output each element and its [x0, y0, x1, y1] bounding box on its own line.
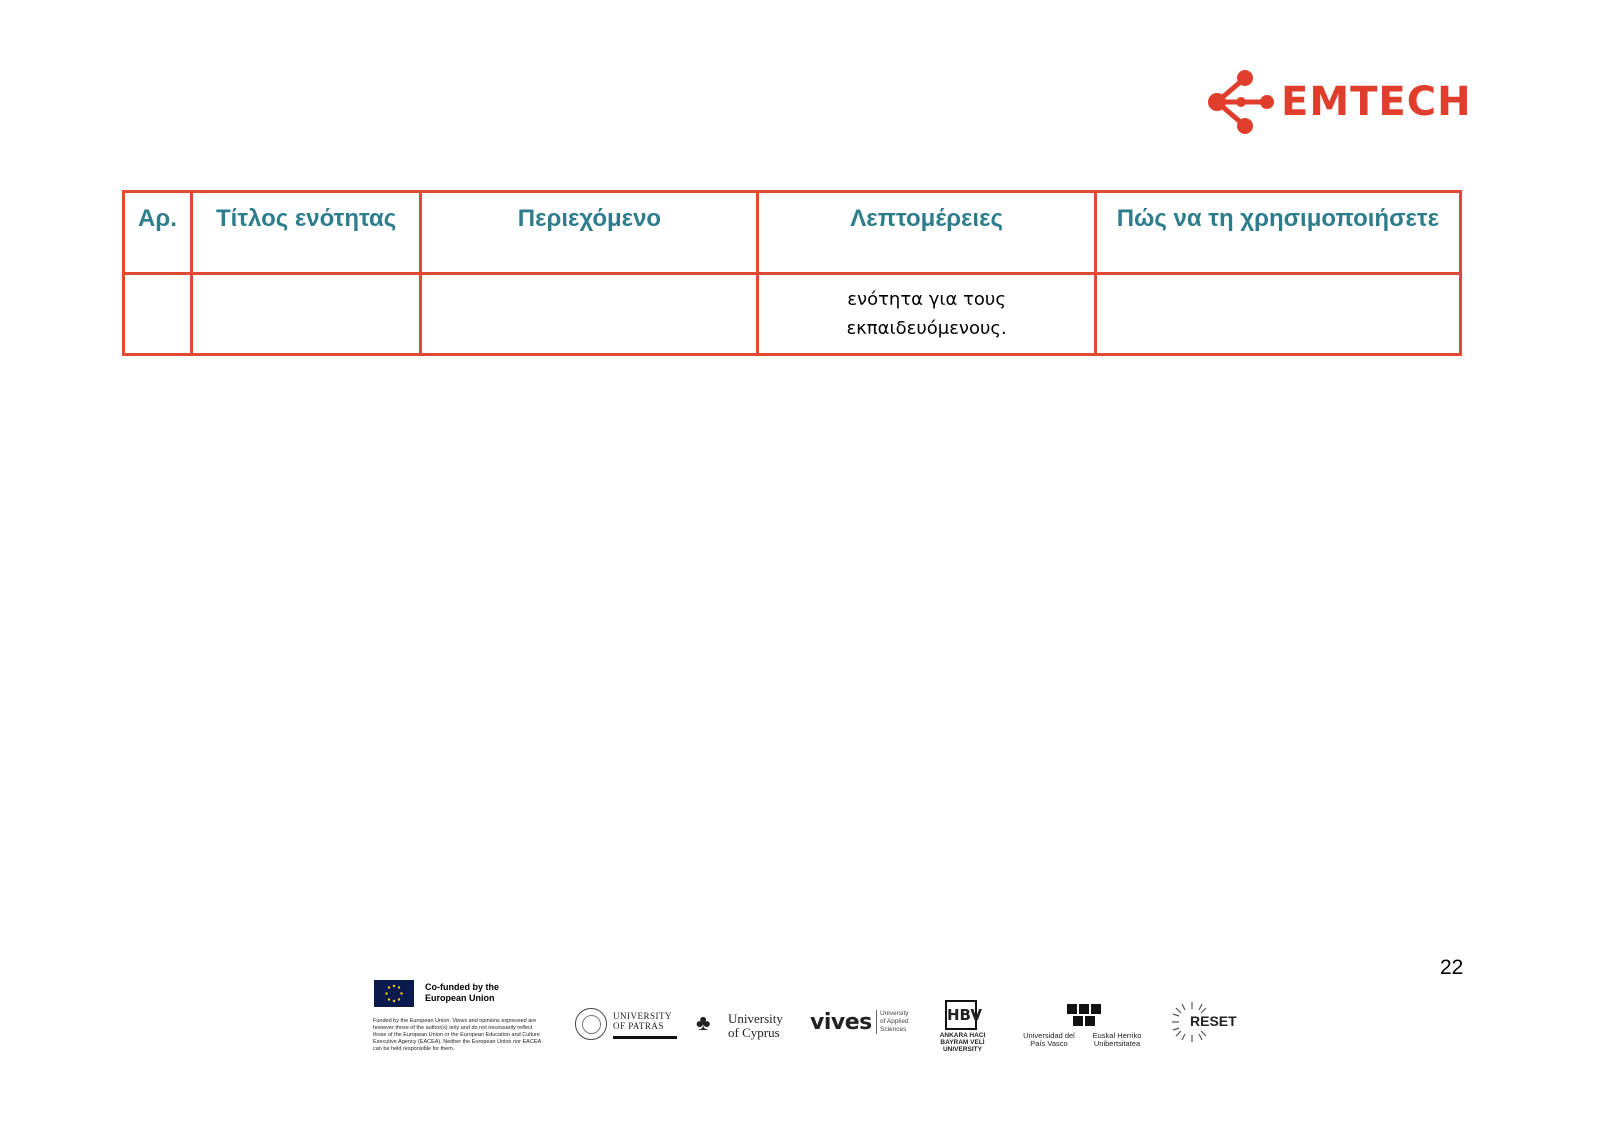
- cyprus-tree-icon: ♣: [696, 1010, 711, 1035]
- ehu-emblem-icon: [1065, 1000, 1103, 1030]
- ehu-basque-name: Euskal Herriko Unibertsitatea: [1092, 1031, 1142, 1048]
- cell-content: [421, 274, 758, 355]
- hbv-mark: HBV: [945, 1000, 977, 1030]
- table-row: [124, 274, 1461, 355]
- header-how-to-use: Πώς να τη χρησιμοποιήσετε: [1095, 192, 1460, 274]
- eu-flag-icon: [374, 980, 414, 1007]
- page-number: 22: [1440, 956, 1464, 979]
- hbv-caption: ANKARA HACI BAYRAM VELİ UNIVERSITY: [939, 1032, 986, 1053]
- patras-name: UNIVERSITY OF PATRAS: [613, 1011, 672, 1031]
- cell-number: [124, 274, 192, 355]
- eu-cofunded-label: Co-funded by the European Union: [425, 982, 499, 1003]
- header-details: Λεπτομέρειες: [758, 192, 1095, 274]
- patras-seal-icon: [575, 1008, 607, 1040]
- module-table: [122, 190, 1462, 356]
- reset-wordmark: RESET: [1190, 1013, 1237, 1029]
- cell-details: ενότητα για τους εκπαιδευόμενους.: [758, 274, 1095, 355]
- emtech-logo-text: EMTECH: [1281, 79, 1472, 125]
- funding-footer: [370, 978, 1250, 1068]
- eu-disclaimer: Funded by the European Union. Views and opinions expressed are however those of the author(s) only and do not necessarily reflect those of the European Union or the European Education and Culture Executive Agency (EACEA). Neither the European Union nor EACEA can be held responsible for them.: [373, 1018, 541, 1052]
- header-content: Περιεχόμενο: [421, 192, 758, 274]
- table-header-row: [124, 192, 1461, 274]
- emtech-molecule-icon: [1205, 66, 1281, 138]
- cell-module-title: [191, 274, 420, 355]
- header-number: Αρ.: [124, 192, 192, 274]
- vives-wordmark: vives: [810, 1010, 872, 1035]
- ehu-spanish-name: Universidad del País Vasco: [1023, 1031, 1075, 1048]
- emtech-logo: [1205, 66, 1475, 138]
- cell-how-to-use: [1095, 274, 1460, 355]
- cyprus-name: University of Cyprus: [728, 1011, 783, 1040]
- vives-subtitle: University of Applied Sciences: [876, 1010, 910, 1034]
- header-module-title: Τίτλος ενότητας: [191, 192, 420, 274]
